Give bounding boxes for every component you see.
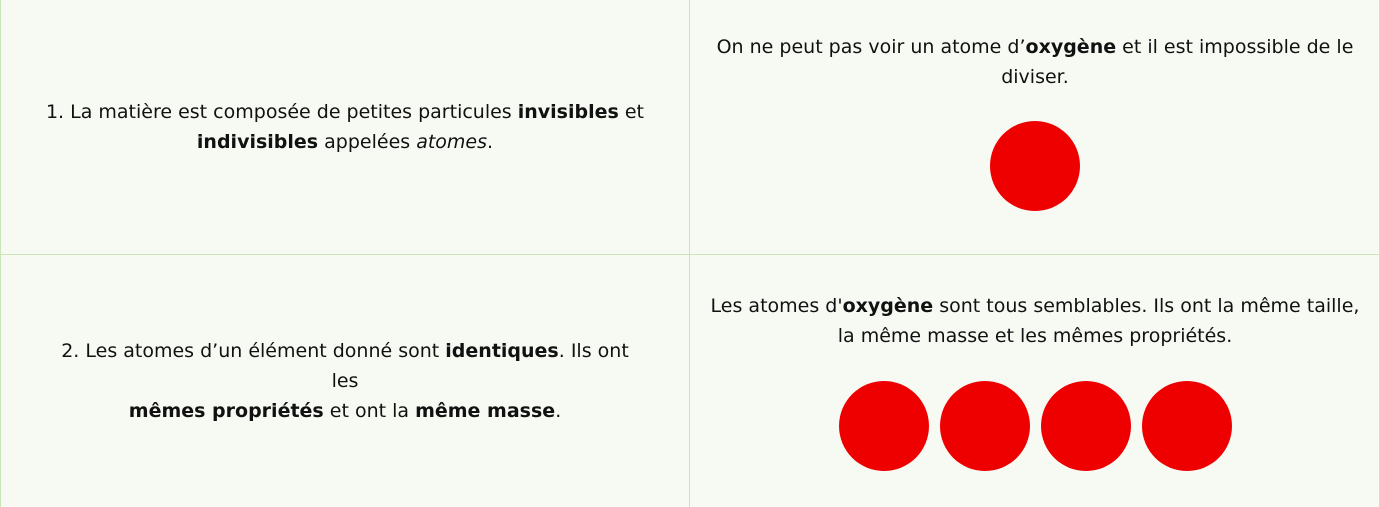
oxygen-atoms-row — [839, 381, 1232, 471]
row1-statement-cell — [1, 0, 689, 254]
oxygen-atom-group — [990, 121, 1080, 211]
row2-statement-text: 2. Les atomes d’un élément donné sont identiques. Ils ont les mêmes propriétés et ont la même masse. — [61, 340, 629, 422]
row2-illustration-cell — [690, 255, 1380, 507]
row2-statement-cell — [1, 255, 689, 507]
oxygen-atom-circle — [839, 381, 929, 471]
row1-illustration-cell — [690, 0, 1380, 254]
row2-illustration-text: Les atomes d'oxygène sont tous semblables. Ils ont la même taille, la même masse et les mêmes propriétés. — [710, 295, 1360, 347]
row1-illustration-text: On ne peut pas voir un atome d’oxygène et il est impossible de le diviser. — [716, 36, 1354, 88]
oxygen-atom-circle — [990, 121, 1080, 211]
oxygen-atom-circle — [1142, 381, 1232, 471]
oxygen-atom-circle — [1041, 381, 1131, 471]
row1-statement-text: 1. La matière est composée de petites particules invisibles et indivisibles appelées atomes. — [45, 101, 645, 153]
oxygen-atom-circle — [940, 381, 1030, 471]
